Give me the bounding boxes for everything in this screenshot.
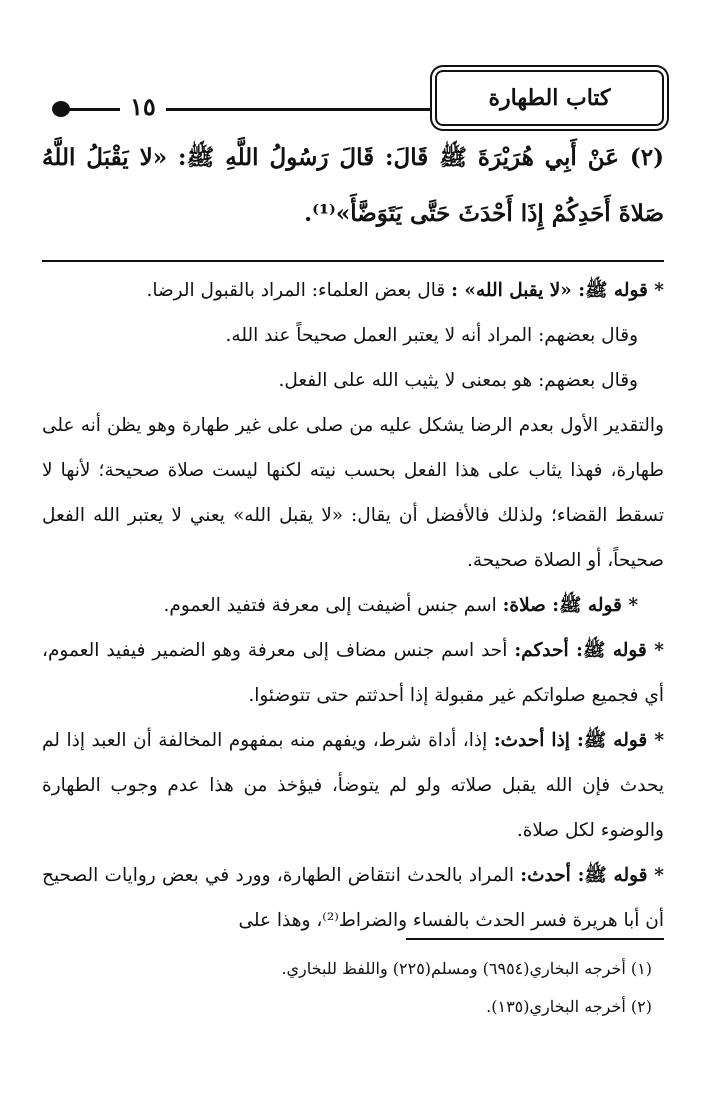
paragraph-lead: * قوله ﷺ: صلاة: bbox=[502, 595, 638, 616]
footnote: (٢) أخرجه البخاري(١٣٥). bbox=[486, 997, 652, 1016]
paragraph-text: إذا، أداة شرط، ويفهم منه بمفهوم المخالفة أن العبد إذا لم يحدث فإن الله يقبل صلاته ولو لم يتوضأ، فيؤخذ من هذا عدم وجوب الطهارة والوضوء لكل صلاة. bbox=[42, 730, 664, 841]
paragraph-text: قال بعض العلماء: المراد بالقبول الرضا. bbox=[146, 280, 452, 301]
footnote: (١) أخرجه البخاري(٦٩٥٤) ومسلم(٢٢٥) واللفظ للبخاري. bbox=[281, 959, 652, 978]
paragraph-text: المراد بالحدث انتقاض الطهارة، وورد في بعض روايات الصحيح أن أبا هريرة فسر الحدث بالفساء والضراط⁽²⁾، وهذا على bbox=[42, 865, 664, 931]
chapter-title: كتاب الطهارة bbox=[488, 85, 611, 111]
chapter-title-frame bbox=[435, 70, 664, 126]
commentary-paragraph bbox=[42, 313, 664, 358]
paragraph-text: أحد اسم جنس مضاف إلى معرفة وهو الضمير فيفيد العموم، أي فجميع صلواتكم غير مقبولة إذا أحدثتم حتى تتوضئوا. bbox=[42, 640, 664, 706]
paragraph-lead: * قوله ﷺ: أحدث: bbox=[520, 865, 664, 886]
paragraph-lead: * قوله ﷺ: إذا أحدث: bbox=[493, 730, 664, 751]
commentary-paragraph bbox=[42, 718, 664, 853]
main-text bbox=[42, 130, 664, 943]
footnote-rule bbox=[406, 938, 664, 940]
commentary-paragraph bbox=[42, 853, 664, 943]
section-divider bbox=[42, 260, 664, 262]
paragraph-lead: * قوله ﷺ: أحدكم: bbox=[514, 640, 664, 661]
paragraph-text: وقال بعضهم: المراد أنه لا يعتبر العمل صحيحاً عند الله. bbox=[225, 325, 638, 346]
header-ornament-dot bbox=[52, 101, 70, 117]
commentary-paragraph bbox=[42, 583, 664, 628]
paragraph-text: اسم جنس أضيفت إلى معرفة فتفيد العموم. bbox=[163, 595, 503, 616]
paragraph-lead: * قوله ﷺ: «لا يقبل الله» : bbox=[451, 280, 664, 301]
page-number: ١٥ bbox=[120, 92, 166, 121]
footnotes bbox=[42, 950, 664, 1026]
commentary-paragraph bbox=[42, 628, 664, 718]
header-rule bbox=[60, 108, 438, 111]
commentary-paragraph bbox=[42, 268, 664, 313]
paragraph-text: والتقدير الأول بعدم الرضا يشكل عليه من صلى على غير طهارة وهو يظن أنه على طهارة، فهذا يثاب على هذا الفعل بحسب نيته لكنها ليست صلاة صحيحة؛ لأنها لا تسقط القضاء؛ ولذلك فالأفضل أن يقال: «لا يقبل الله» يعني لا يعتبر الله الفعل صحيحاً، أو الصلاة صحيحة. bbox=[42, 415, 664, 571]
commentary-paragraph bbox=[42, 358, 664, 403]
hadith-text: (٢) عَنْ أَبِي هُرَيْرَةَ ﷺ قَالَ: قَالَ رَسُولُ اللَّهِ ﷺ: «لا يَقْبَلُ اللَّهُ صَلاةَ أَحَدِكُمْ إِذَا أَحْدَثَ حَتَّى يَتَوَضَّأَ»⁽¹⁾. bbox=[42, 144, 664, 227]
paragraph-text: وقال بعضهم: هو بمعنى لا يثيب الله على الفعل. bbox=[278, 370, 638, 391]
commentary-paragraph bbox=[42, 403, 664, 583]
